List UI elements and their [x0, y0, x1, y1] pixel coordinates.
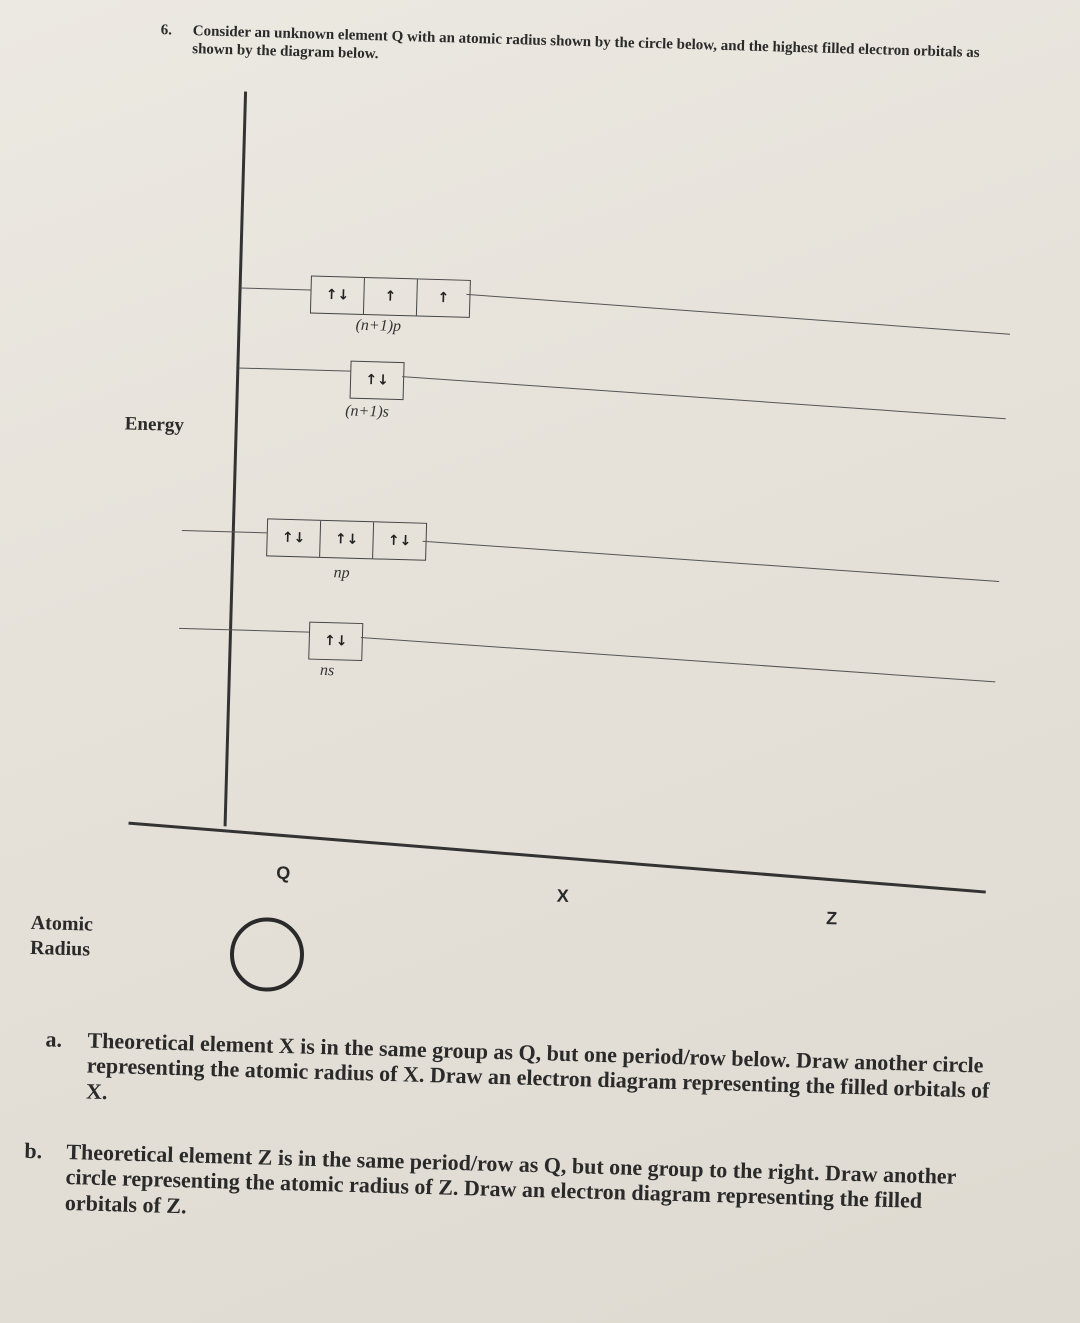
orbital-box-ns: [308, 622, 363, 661]
atomic-radius-label: [30, 911, 94, 963]
orbital-cell: ↑↓: [311, 277, 365, 314]
orbital-label-ns: ns: [319, 661, 335, 680]
energy-label: Energy: [124, 413, 185, 436]
orbital-cell: ↑↓: [365, 372, 390, 389]
level-line-ns-left: [179, 628, 309, 633]
orbital-cell: ↑↓: [387, 532, 412, 550]
part-b-letter: b.: [24, 1137, 43, 1164]
orbital-label-n1p: (n+1)p: [355, 316, 402, 336]
question-number: 6.: [160, 22, 173, 39]
part-a-text: Theoretical element X is in the same group as Q, but one period/row below. Draw another circle representing the atomic radius of X. Draw an electron diagram representing the filled orbitals of X.: [85, 1027, 990, 1104]
level-line-n1s-right: [402, 376, 1006, 419]
question-header: [160, 21, 1021, 63]
atomic-radius-label-line2: Radius: [29, 936, 91, 961]
orbital-cell: ↑↓: [267, 519, 321, 556]
level-line-ns-right: [361, 637, 996, 682]
orbital-cell: ↑: [364, 278, 418, 315]
question-text: Consider an unknown element Q with an atomic radius shown by the circle below, and the highest filled electron orbitals as shown by the diagram below.: [192, 23, 980, 63]
level-line-n1p-right: [466, 294, 1010, 335]
orbital-label-np: np: [333, 564, 350, 582]
part-b-text: Theoretical element Z is in the same period/row as Q, but one group to the right. Draw another circle representing the atomic radius of Z. Draw an electron diagram representing the filled orbitals of Z.: [64, 1138, 957, 1218]
atomic-radius-circle-q: [229, 916, 305, 992]
level-line-n1p-left: [241, 288, 311, 291]
orbital-label-n1s: (n+1)s: [344, 402, 390, 421]
part-a-letter: a.: [45, 1026, 63, 1052]
orbital-box-np: [266, 518, 427, 560]
radius-axis: [128, 822, 985, 894]
orbital-box-n1p: [310, 275, 471, 317]
element-label-z: Z: [825, 908, 838, 929]
level-line-np-right: [423, 541, 1000, 582]
element-label-q: Q: [276, 862, 291, 884]
element-label-x: X: [556, 885, 570, 906]
orbital-box-n1s: [350, 361, 405, 400]
orbital-cell: ↑↓: [320, 521, 374, 558]
level-line-np-left: [182, 530, 267, 533]
atomic-radius-label-line1: Atomic: [30, 911, 94, 936]
level-line-n1s-left: [238, 367, 350, 371]
orbital-cell: ↑↓: [323, 632, 348, 650]
orbital-cell: ↑: [437, 290, 450, 307]
energy-axis: [224, 92, 248, 827]
